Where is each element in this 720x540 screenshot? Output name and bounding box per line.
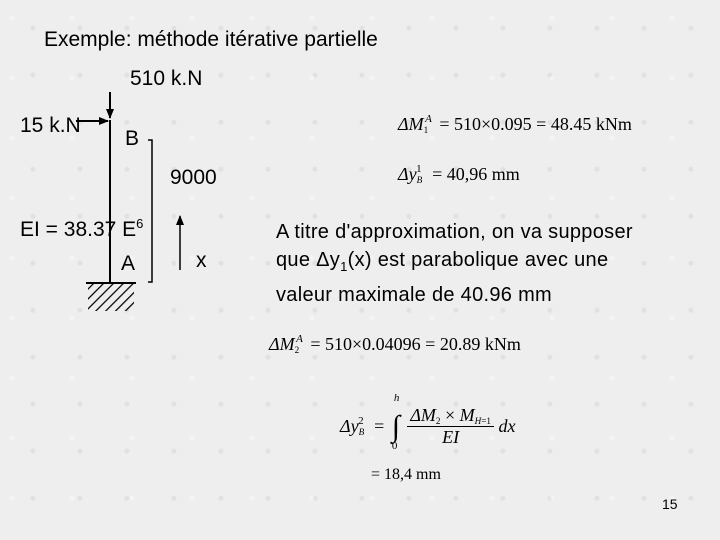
- explanation-text: [276, 218, 633, 309]
- equation-result: = 18,4 mm: [371, 466, 441, 483]
- stiffness-exponent: 6: [136, 216, 144, 231]
- explanation-line-3: valeur maximale de 40.96 mm: [276, 284, 552, 306]
- slide-title: Exemple: méthode itérative partielle: [44, 28, 378, 51]
- explanation-line-2: que $\Delta y_1(x)$ est parabolique avec une: [276, 249, 609, 274]
- vertical-load-label: 510 k.N: [130, 67, 203, 90]
- node-a-label: A: [121, 252, 136, 275]
- equation-delta-y-2-integral: $\Delta y_B^2$ = h ∫ 0 $\frac{\Delta M_2 \times M_{H=1}}{EI}$ dx: [340, 391, 516, 452]
- stiffness-label: [20, 216, 143, 242]
- page-number: 15: [662, 496, 678, 512]
- equation-delta-y-1: $\Delta y_B^1 = 40,96$ mm: [398, 163, 520, 186]
- column-length-label: 9000: [170, 166, 217, 189]
- dimension-line: [148, 140, 152, 282]
- node-b-label: B: [125, 127, 140, 150]
- horizontal-load-label: 15 k.N: [20, 114, 81, 137]
- equation-delta-moment-2: $\Delta M_2^A = 510\times 0.04096 = 20.89$ kNm: [269, 333, 521, 356]
- stiffness-value: EI = 38.37 E: [20, 218, 137, 241]
- x-coordinate-label: x: [196, 249, 207, 272]
- equation-delta-moment-1: $\Delta M_1^A = 510\times 0.095 = 48.45$ kNm: [398, 113, 632, 136]
- explanation-line-1: A titre d'approximation, on va supposer: [276, 221, 633, 243]
- fixed-support: [88, 283, 134, 311]
